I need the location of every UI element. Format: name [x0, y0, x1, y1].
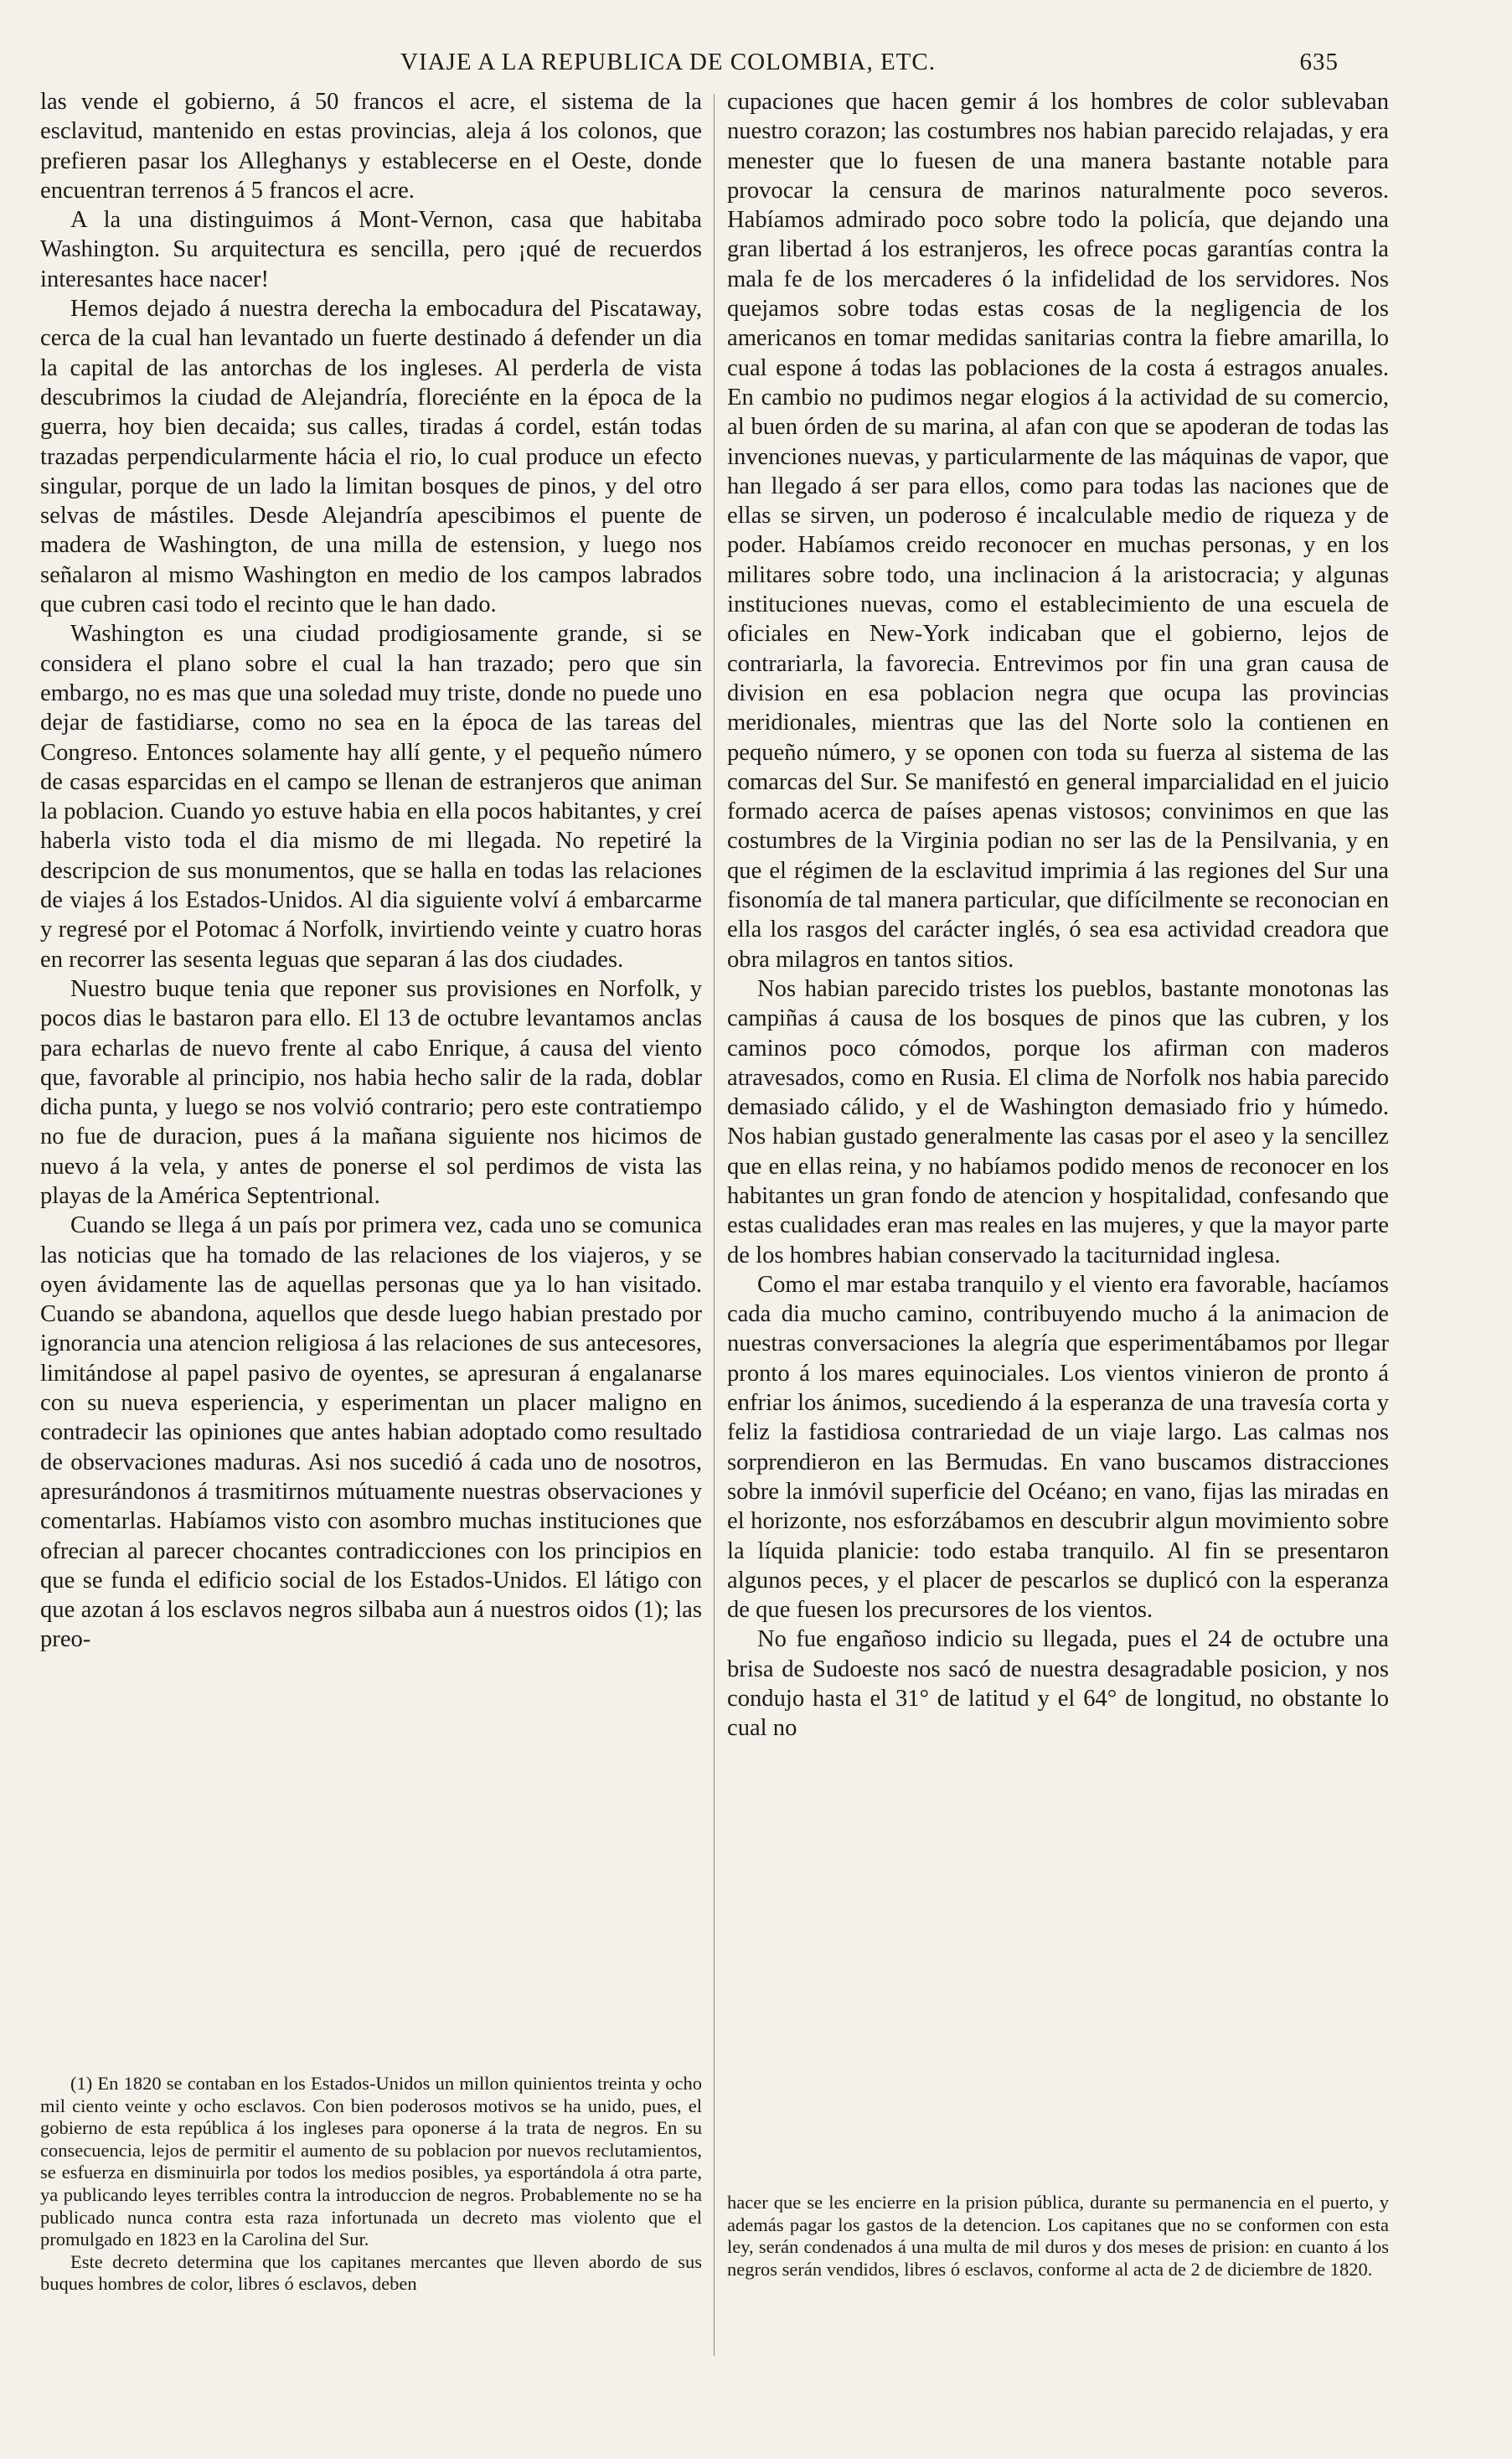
paragraph: las vende el gobierno, á 50 francos el acre, el sistema de la esclavitud, mantenido en estas provincias, aleja á los colonos, que prefieren pasar los Alleghanys y establecerse en el Oeste, donde encuentran terrenos á 5 francos el acre. [40, 89, 702, 204]
paragraph: Como el mar estaba tranquilo y el viento era favorable, hacíamos cada dia mucho camino, contribuyendo mucho á la animacion de nuestras conversaciones la alegría que esperimentábamos por llegar pronto á los mares equinociales. Los vientos vinieron de pronto á enfriar los ánimos, sucediendo á la esperanza de una travesía corta y feliz la fastidiosa contrariedad de un viaje largo. Las calmas nos sorprendieron en las Bermudas. En vano buscamos distracciones sobre la inmóvil superficie del Océano; en vano, fijas las miradas en el horizonte, nos esforzábamos en descubrir algun movimiento sobre la líquida planicie: todo estaba tranquilo. Al fin se presentaron algunos peces, y el placer de pescarlos se duplicó con la esperanza de que fuesen los precursores de los vientos. [727, 1271, 1389, 1624]
column-divider [714, 94, 715, 2356]
paragraph: A la una distinguimos á Mont-Vernon, casa que habitaba Washington. Su arquitectura es sencilla, pero ¡qué de recuerdos interesantes hace nacer! [40, 207, 702, 292]
footnote-left [40, 2073, 702, 2296]
running-title: VIAJE A LA REPUBLICA DE COLOMBIA, ETC. [400, 49, 936, 75]
footnote-paragraph: hacer que se les encierre en la prision pública, durante su permanencia en el puerto, y además pagar los gastos de la detencion. Los capitanes que no se conformen con esta ley, serán condenados á una multa de mil duros y dos meses de prision: en cuanto á los negros serán vendidos, libres ó esclavos, conforme al acta de 2 de diciembre de 1820. [727, 2192, 1389, 2280]
paragraph: Cuando se llega á un país por primera vez, cada uno se comunica las noticias que ha tomado de las relaciones de los viajeros, y se oyen ávidamente las de aquellas personas que ya lo han visitado. Cuando se abandona, aquellos que desde luego habian prestado por ignorancia una atencion religiosa á las relaciones de sus antecesores, limitándose al papel pasivo de oyentes, se apresuran á engalanarse con su nueva esperiencia, y esperimentan un placer maligno en contradecir las opiniones que antes habian adoptado como resultado de observaciones maduras. Asi nos sucedió á cada uno de nosotros, apresurándonos á trasmitirnos mútuamente nuestras observaciones y comentarlas. Habíamos visto con asombro muchas instituciones que ofrecian al parecer chocantes contradicciones con los principios en que se funda el edificio social de los Estados-Unidos. El látigo con que azotan á los esclavos negros silbaba aun á nuestros oidos (1); las preo- [40, 1212, 702, 1653]
footnote-paragraph: Este decreto determina que los capitanes mercantes que lleven abordo de sus buques hombres de color, libres ó esclavos, deben [40, 2250, 702, 2295]
right-column [727, 87, 1389, 1744]
paragraph: Washington es una ciudad prodigiosamente grande, si se considera el plano sobre el cual la han trazado; pero que sin embargo, no es mas que una soledad muy triste, donde no puede uno dejar de fastidiarse, como no sea en la época de las tareas del Congreso. Entonces solamente hay allí gente, y el pequeño número de casas esparcidas en el campo se llenan de estranjeros que animan la poblacion. Cuando yo estuve habia en ella pocos habitantes, y creí haberla visto toda el dia mismo de mi llegada. No repetiré la descripcion de sus monumentos, que se halla en todas las relaciones de viajes á los Estados-Unidos. Al dia siguiente volví á embarcarme y regresé por el Potomac á Norfolk, invirtiendo veinte y cuatro horas en recorrer las sesenta leguas que separan á las dos ciudades. [40, 621, 702, 973]
paragraph: Hemos dejado á nuestra derecha la embocadura del Piscataway, cerca de la cual han levantado un fuerte destinado á defender un dia la capital de las antorchas de los ingleses. Al perderla de vista descubrimos la ciudad de Alejandría, floreciénte en la época de la guerra, hoy bien decaida; sus calles, tiradas á cordel, están todas trazadas perpendicularmente hácia el rio, lo cual produce un efecto singular, porque de un lado la limitan bosques de pinos, y del otro selvas de mástiles. Desde Alejandría apescibimos el puente de madera de Washington, de una milla de estension, y luego nos señalaron al mismo Washington en medio de los campos labrados que cubren casi todo el recinto que le han dado. [40, 296, 702, 618]
paragraph: Nuestro buque tenia que reponer sus provisiones en Norfolk, y pocos dias le bastaron para ello. El 13 de octubre levantamos anclas para echarlas de nuevo frente al cabo Enrique, á causa del viento que, favorable al principio, nos habia hecho salir de la rada, doblar dicha punta, y luego se nos volvió contrario; pero este contratiempo no fue de duracion, pues á la mañana siguiente nos hicimos de nuevo á la vela, y antes de ponerse el sol perdimos de vista las playas de la América Septentrional. [40, 975, 702, 1209]
paragraph: Nos habian parecido tristes los pueblos, bastante monotonas las campiñas á causa de los bosques de pinos que las cubren, y los caminos poco cómodos, porque los afirman con maderos atravesados, como en Rusia. El clima de Norfolk nos habia parecido demasiado cálido, y el de Washington demasiado frio y húmedo. Nos habian gustado generalmente las casas por el aseo y la sencillez que en ellas reina, y no habíamos podido menos de reconocer en los habitantes un gran fondo de atencion y hospitalidad, confesando que estas cualidades eran mas reales en las mujeres, y que la mayor parte de los hombres habian conservado la taciturnidad inglesa. [727, 975, 1389, 1268]
paragraph: cupaciones que hacen gemir á los hombres de color sublevaban nuestro corazon; las costumbres nos habian parecido relajadas, y era menester que lo fuesen de una manera bastante notable para provocar la censura de marinos naturalmente poco severos. Habíamos admirado poco sobre todo la policía, que dejando una gran libertad á los estranjeros, les ofrece pocas garantías contra la mala fe de los mercaderes ó la infidelidad de los servidores. Nos quejamos sobre todas estas cosas de la negligencia de los americanos en tomar medidas sanitarias contra la fiebre amarilla, lo cual espone á todas las poblaciones de la costa á estragos anuales. En cambio no pudimos negar elogios á la actividad de su comercio, al buen órden de su marina, al afan con que se apoderan de todas las invenciones nuevas, y particularmente de las máquinas de vapor, que han llegado á ser para ellos, como para todas las naciones que de ellas se sirven, un poderoso é incalculable medio de riqueza y de poder. Habíamos creido reconocer en muchas personas, y en los militares sobre todo, una inclinacion á la aristocracia; y algunas instituciones nuevas, como el establecimiento de una escuela de oficiales en New-York indicaban que el gobierno, lejos de contrariarla, la favorecia. Entrevimos por fin una gran causa de division en esa poblacion negra que ocupa las provincias meridionales, mientras que las del Norte solo la contienen en pequeño número, y se oponen con toda su fuerza al sistema de las comarcas del Sur. Se manifestó en general imparcialidad en el juicio formado acerca de países apenas vistosos; convinimos en que las costumbres de la Virginia podian no ser las de la Pensilvania, y en que el régimen de la esclavitud imprimia á las regiones del Sur una fisonomía de tal manera particular, que difícilmente se reconocian en ella los rasgos del carácter inglés, ó sea esa actividad creadora que obra milagros en tantos sitios. [727, 89, 1389, 973]
left-column [40, 87, 702, 1655]
page-number: 635 [1299, 49, 1339, 75]
footnote-right [727, 2192, 1389, 2281]
footnote-paragraph: (1) En 1820 se contaban en los Estados-Unidos un millon quinientos treinta y ocho mil ciento veinte y ocho esclavos. Con bien poderosos motivos se ha unido, pues, el gobierno de esta república á los ingleses para oponerse á la trata de negros. En su consecuencia, lejos de permitir el aumento de su poblacion por nuevos reclutamientos, se esfuerza en disminuirla por todos los medios posibles, ya esportándola á otra parte, ya publicando leyes terribles contra la introduccion de negros. Probablemente no se ha publicado nunca contra esta raza infortunada un decreto mas violento que el promulgado en 1823 en la Carolina del Sur. [40, 2073, 702, 2250]
running-header [40, 49, 1339, 82]
paragraph: No fue engañoso indicio su llegada, pues el 24 de octubre una brisa de Sudoeste nos sacó de nuestra desagradable posicion, y nos condujo hasta el 31° de latitud y el 64° de longitud, no obstante lo cual no [727, 1626, 1389, 1742]
